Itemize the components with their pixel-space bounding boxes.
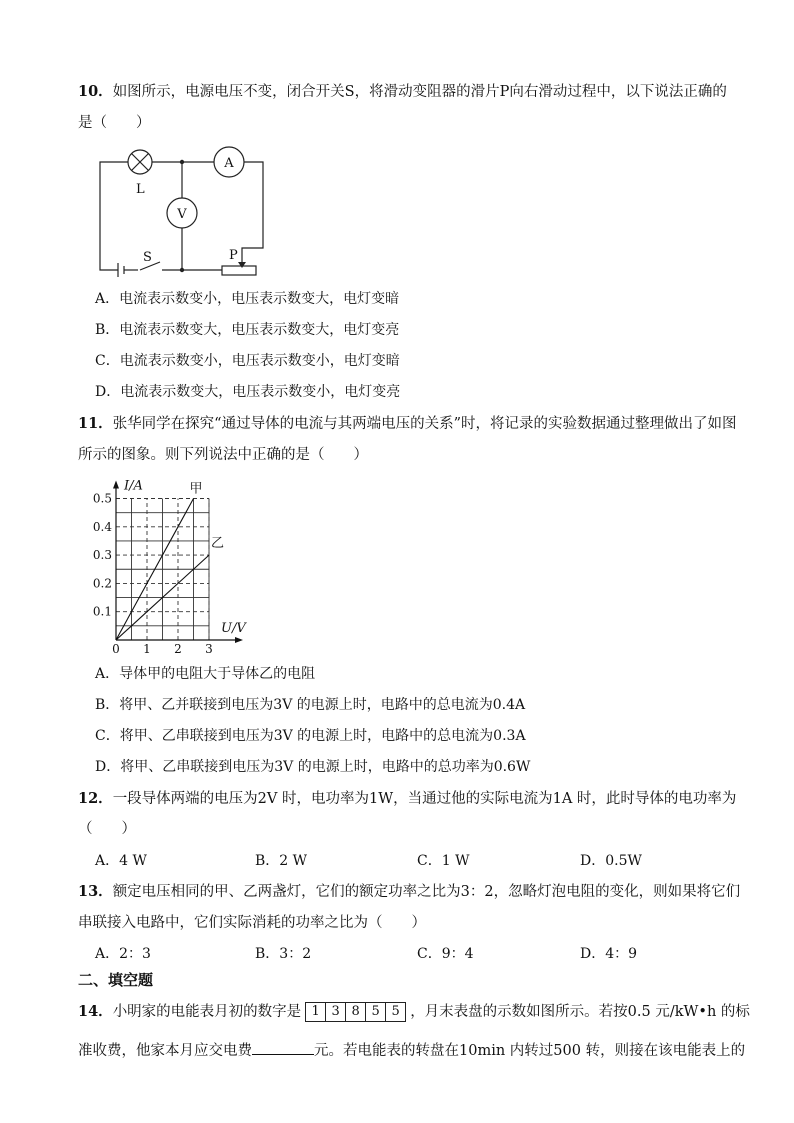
q12-number: 12． <box>78 790 113 807</box>
q13-line1 <box>78 882 740 902</box>
q14-text-b: ，月末表盘的示数如图所示。若按0.5 元/kW•h 的标 <box>410 1004 750 1020</box>
ammeter-symbol <box>214 147 244 177</box>
iu-chart <box>88 472 263 654</box>
series-label: 甲 <box>189 481 203 497</box>
switch-label: S <box>143 250 152 265</box>
q10-line1 <box>78 82 727 102</box>
x-axis-label: U/V <box>221 621 246 636</box>
meter-digit: 3 <box>325 1003 345 1021</box>
rheostat-symbol <box>222 262 256 275</box>
meter-digit: 5 <box>385 1003 405 1021</box>
x-tick-label: 0 <box>112 642 120 654</box>
q11-number: 11． <box>78 415 113 432</box>
q11-option-a: A．导体甲的电阻大于导体乙的电阻 <box>95 666 316 682</box>
q14-text-d: 元。若电能表的转盘在10min 内转过500 转，则接在该电能表上的 <box>314 1043 746 1059</box>
q14-line1 <box>78 1002 750 1022</box>
q14-text-c: 准收费，他家本月应交电费 <box>78 1043 252 1059</box>
meter-digit: 5 <box>365 1003 385 1021</box>
meter-reading-box <box>305 1002 406 1022</box>
q10-line2: 是（ ） <box>78 115 151 131</box>
series-label: 乙 <box>211 536 225 552</box>
q13-option-c: C．9：4 <box>417 946 474 962</box>
q13-number: 13． <box>78 883 113 900</box>
q12-option-c: C．1 W <box>417 853 470 869</box>
q14-text-a: 小明家的电能表月初的数字是 <box>112 1004 302 1020</box>
meter-digit: 1 <box>311 1004 320 1019</box>
x-tick-label: 2 <box>174 642 182 654</box>
q14-line2 <box>78 1040 745 1061</box>
lamp-label: L <box>136 182 145 197</box>
y-tick-label: 0.1 <box>92 604 112 619</box>
q11-line1 <box>78 414 737 434</box>
q14-number: 14． <box>78 1003 113 1020</box>
q13-text: 额定电压相同的甲、乙两盏灯，它们的额定功率之比为3：2，忽略灯泡电阻的变化，则如果将它们 <box>112 884 741 900</box>
y-tick-label: 0.2 <box>92 576 112 591</box>
circuit-diagram <box>90 142 280 284</box>
q11-option-b: B．将甲、乙并联接到电压为3V 的电源上时，电路中的总电流为0.4A <box>95 697 526 713</box>
y-tick-label: 0.3 <box>92 548 112 563</box>
x-tick-label: 1 <box>143 642 151 654</box>
q12-text: 一段导体两端的电压为2V 时，电功率为1W，当通过他的实际电流为1A 时，此时导体的电功率为 <box>112 791 737 807</box>
q13-line2: 串联接入电路中，它们实际消耗的功率之比为（ ） <box>78 915 426 931</box>
y-axis-arrow <box>113 481 119 489</box>
q13-option-a: A．2：3 <box>95 946 151 962</box>
y-axis-label: I/A <box>124 478 143 494</box>
q12-option-b: B．2 W <box>255 853 308 869</box>
lamp-symbol <box>128 150 152 174</box>
q10-option-a: A．电流表示数变小，电压表示数变大，电灯变暗 <box>95 291 400 307</box>
q10-text: 如图所示，电源电压不变，闭合开关S，将滑动变阻器的滑片P向右滑动过程中，以下说法正确的 <box>112 84 727 100</box>
q11-text: 张华同学在探究“通过导体的电流与其两端电压的关系”时，将记录的实验数据通过整理做出了如图 <box>112 416 737 432</box>
q12-option-a: A．4 W <box>95 853 147 869</box>
q13-option-d: D．4：9 <box>580 946 638 962</box>
voltmeter-symbol <box>167 198 197 228</box>
y-tick-label: 0.4 <box>92 519 112 534</box>
q10-number: 10． <box>78 83 113 100</box>
q12-line1 <box>78 789 736 809</box>
q11-option-d: D．将甲、乙串联接到电压为3V 的电源上时，电路中的总功率为0.6W <box>95 759 531 775</box>
q11-line2: 所示的图象。则下列说法中正确的是（ ） <box>78 447 368 463</box>
slider-label: P <box>229 248 238 263</box>
q10-option-c: C．电流表示数变小，电压表示数变小，电灯变暗 <box>95 353 400 369</box>
q13-option-b: B．3：2 <box>255 946 312 962</box>
q12-option-d: D．0.5W <box>580 853 642 869</box>
q10-option-d: D．电流表示数变大，电压表示数变小，电灯变亮 <box>95 384 401 400</box>
x-tick-label: 3 <box>205 642 213 654</box>
q12-line2: （ ） <box>78 821 136 837</box>
q11-option-c: C．将甲、乙串联接到电压为3V 的电源上时，电路中的总电流为0.3A <box>95 728 526 744</box>
answer-blank[interactable] <box>252 1040 314 1055</box>
voltmeter-label: V <box>177 207 187 222</box>
meter-digit: 8 <box>345 1003 365 1021</box>
section-title: 二、填空题 <box>78 971 154 989</box>
q10-option-b: B．电流表示数变大，电压表示数变大，电灯变亮 <box>95 322 400 338</box>
ammeter-label: A <box>224 156 234 171</box>
y-tick-label: 0.5 <box>92 491 112 506</box>
x-axis-arrow <box>235 637 243 643</box>
